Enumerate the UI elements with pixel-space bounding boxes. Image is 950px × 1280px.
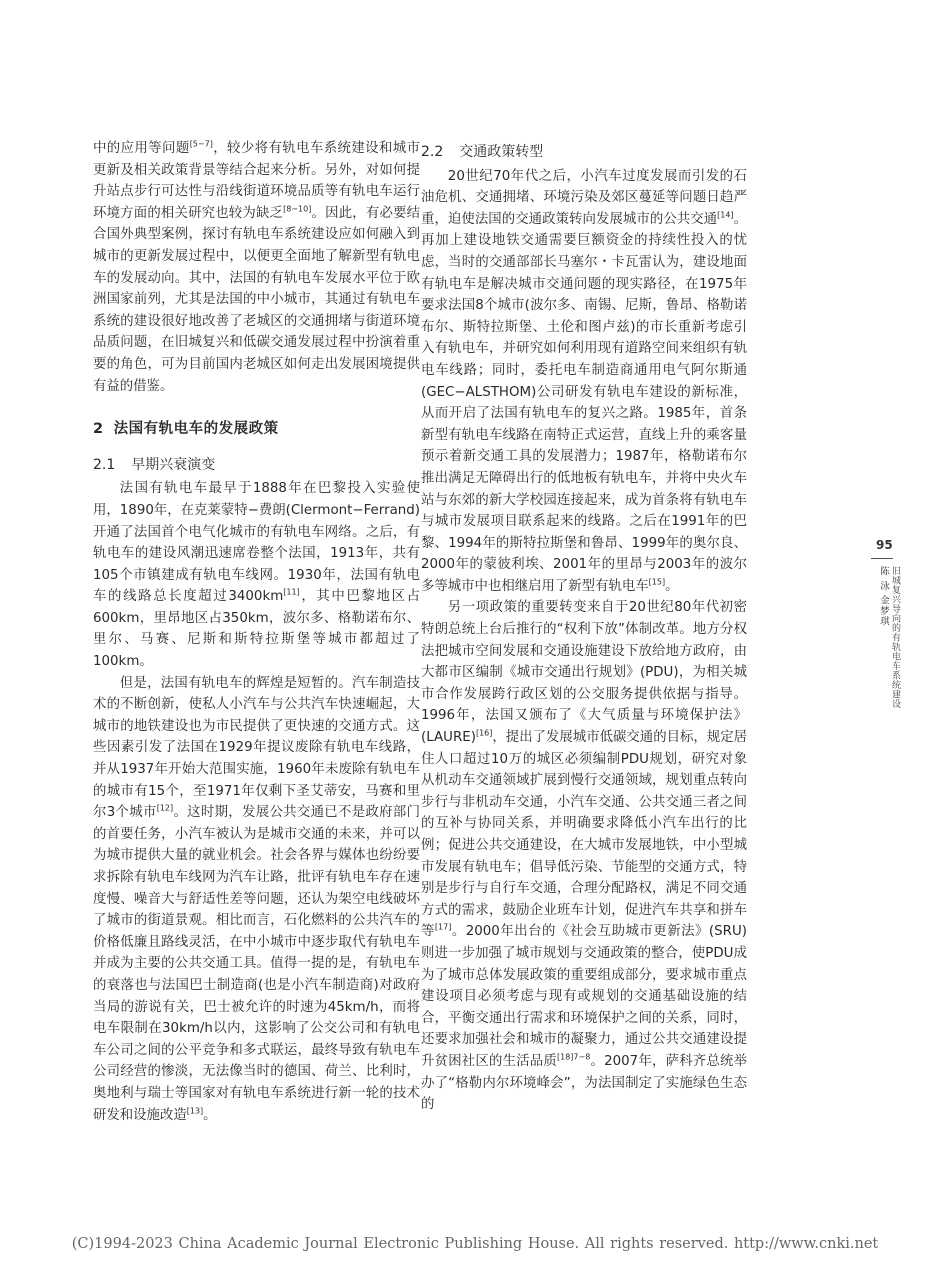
citation: [8−10]	[283, 204, 312, 214]
citation: [11]	[283, 587, 300, 597]
running-title: 旧城复兴导向的有轨电车系统建设	[890, 566, 900, 709]
citation: [5−7]	[189, 139, 213, 149]
paragraph: 另一项政策的重要转变来自于20世纪80年代初密特朗总统上台后推行的“权利下放”体制改革。地方分权法把城市空间发展和交通设施建设下放给地方政府，由大都市区编制《城市交通出行规划》(PDU)，为相关城市合作发展跨行政区划的公交服务提供依据与指导。1996年，法国又颁布了《大气质量与环境保护法》(LAURE)[16]，提出了发展城市低碳交通的目标，规定居住人口超过10万的城区必须编制PDU规划，研究对象从机动车交通领域扩展到慢行交通领域，规划重点转向步行与非机动车交通，小汽车交通、公共交通三者之间的互补与协同关系，并明确要求降低小汽车出行的比例；促进公共交通建设，在大城市发展地铁，中小型城市发展有轨电车；倡导低污染、节能型的交通方式，特别是步行与自行车交通，合理分配路权，满足不同交通方式的需求，鼓励企业班车计划，促进汽车共享和拼车等[17]。2000年出台的《社会互助城市更新法》(SRU)则进一步加强了城市规划与交通政策的整合，使PDU成为了城市总体发展政策的重要组成部分，要求城市重点建设项目必须考虑与现有或规划的交通基础设施的结合，平衡交通出行需求和环境保护之间的关系，同时，还要求加强社会和城市的凝聚力，通过公共交通建设提升贫困社区的生活品质$^{[18]7-8}$。2007年，萨科齐总统举办了“格勒内尔环境峰会”，为法国制定了实施绿色生态的	[421, 600, 747, 1113]
paragraph: 20世纪70年代之后，小汽车过度发展而引发的石油危机、交通拥堵、环境污染及郊区蔓延等问题日趋严重，迫使法国的交通政策转向发展城市的公共交通[14]。再加上建设地铁交通需要巨额资金的持续性投入的忧虑，当时的交通部部长马塞尔・卡瓦雷认为，建设地面有轨电车是解决城市交通问题的现实路径，在1975年要求法国8个城市(波尔多、南锡、尼斯，鲁昂、格勒诺布尔、斯特拉斯堡、土伦和图卢兹)的市长重新考虑引入有轨电车，并研究如何利用现有道路空间来组织有轨电车线路；同时，委托电车制造商通用电气阿尔斯通(GEC−ALSTHOM)公司研发有轨电车建设的新标准，从而开启了法国有轨电车的复兴之路。1985年，首条新型有轨电车线路在南特正式运营，直线上升的乘客量预示着新交通工具的发展潜力；1987年，格勒诺布尔推出满足无障碍出行的低地板有轨电车，并将中央火车站与东郊的新大学校园连接起来，成为首条将有轨电车与城市发展项目联系起来的线路。之后在1991年的巴黎、1994年的斯特拉斯堡和鲁昂、1999年的奥尔良、2000年的蒙彼利埃、2001年的里昂与2003年的波尔多等城市中也相继启用了新型有轨电车[15]。	[421, 168, 748, 594]
citation: [13]	[186, 1106, 204, 1116]
citation: [18]7−8	[557, 1052, 591, 1062]
section-heading: 2 法国有轨电车的发展政策	[93, 421, 279, 438]
left-column	[93, 138, 420, 1126]
subsection-heading: 2.2 交通政策转型	[421, 144, 544, 160]
paragraph: 中的应用等问题[5−7]，较少将有轨电车系统建设和城市更新及相关政策背景等结合起来分析。另外，对如何提升站点步行可达性与沿线街道环境品质等有轨电车运行环境方面的相关研究也较为缺乏[8−10]。因此，有必要结合国外典型案例，探讨有轨电车系统建设应如何融入到城市的更新发展过程中，以便更全面地了解新型有轨电车的发展动向。其中，法国的有轨电车发展水平位于欧洲国家前列，尤其是法国的中小城市，其通过有轨电车系统的建设很好地改善了老城区的交通拥堵与街道环境品质问题，在旧城复兴和低碳交通发展过程中扮演着重要的角色，可为目前国内老城区如何走出发展困境提供有益的借鉴。	[93, 139, 421, 394]
paragraph: 但是，法国有轨电车的辉煌是短暂的。汽车制造技术的不断创新，使私人小汽车与公共汽车快速崛起，大城市的地铁建设也为市民提供了更快速的交通方式。这些因素引发了法国在1929年提议废除有轨电车线路，并从1937年开始大范围实施，1960年未废除有轨电车的城市有15个，至1971年仅剩下圣艾蒂安，马赛和里尔3个城市[12]。这时期，发展公共交通已不是政府部门的首要任务，小汽车被认为是城市交通的未来，并可以为城市提供大量的就业机会。社会各界与媒体也纷纷要求拆除有轨电车线网为汽车让路，批评有轨电车存在速度慢、噪音大与舒适性差等问题，还认为架空电线破坏了城市的街道景观。相比而言，石化燃料的公共汽车的价格低廉且路线灵活，在中小城市中逐步取代有轨电车并成为主要的公共交通工具。值得一提的是，有轨电车的衰落也与法国巴士制造商(也是小汽车制造商)对政府当局的游说有关，巴士被允许的时速为45km/h，而将电车限制在30km/h以内，这影响了公交公司和有轨电车公司之间的公平竞争和多式联运，最终导致有轨电车公司经营的惨淡，无法像当时的德国、荷兰、比利时，奥地利与瑞士等国家对有轨电车系统进行新一轮的技术研发和设施改造[13]。	[93, 675, 420, 1123]
right-column	[421, 138, 747, 1116]
divider	[871, 558, 893, 559]
citation: [12]	[156, 803, 174, 813]
page-number: 95	[876, 538, 893, 552]
citation: [14]	[717, 210, 734, 220]
citation: [17]	[434, 922, 452, 932]
paragraph: 法国有轨电车最早于1888年在巴黎投入实验使用，1890年，在克莱蒙特−费朗(Clermont−Ferrand)开通了法国首个电气化城市的有轨电车网络。之后，有轨电车的建设风潮迅速席卷整个法国，1913年，共有105个市镇建成有轨电车线网。1930年，法国有轨电车的线路总长度超过3400km[11]，其中巴黎地区占600km，里昂地区占350km，波尔多、格勒诺布尔、里尔、马赛、尼斯和斯特拉斯堡等城市都超过了100km。	[93, 481, 420, 670]
running-authors: 陈 泳 金梦琪	[878, 566, 889, 627]
copyright-footer: (C)1994-2023 China Academic Journal Electronic Publishing House. All rights reserved. http://www.cnki.net	[71, 1236, 879, 1252]
subsection-heading: 2.1 早期兴衰演变	[93, 456, 216, 473]
citation: [16]	[475, 728, 493, 738]
citation: [15]	[648, 577, 666, 587]
